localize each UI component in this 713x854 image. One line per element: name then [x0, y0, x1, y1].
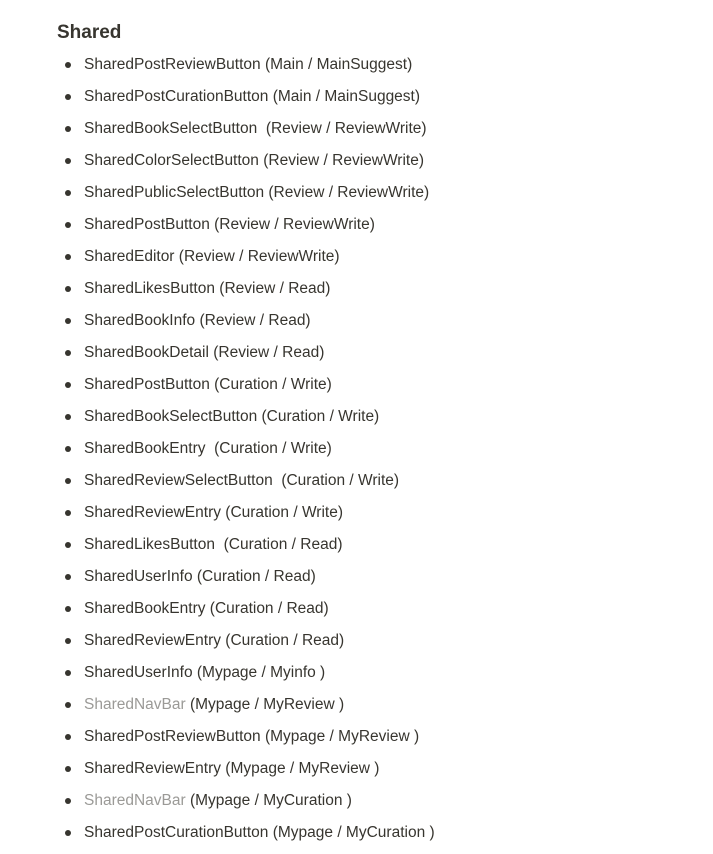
list-item: [0, 49, 435, 81]
component-location: (Curation / Write): [257, 408, 380, 425]
component-location: (Mypage / MyReview ): [260, 728, 420, 745]
component-location: (Review / ReviewWrite): [209, 216, 375, 233]
component-location: (Curation / Read): [205, 600, 329, 617]
list-item: [0, 593, 435, 625]
component-name: SharedPostReviewButton: [84, 56, 261, 73]
component-location: (Review / Read): [195, 312, 311, 329]
bullet-icon: [65, 766, 71, 772]
component-name: SharedLikesButton: [84, 536, 215, 553]
bullet-icon: [65, 478, 71, 484]
list-item: [0, 433, 435, 465]
list-item: [0, 113, 435, 145]
component-name: SharedPostReviewButton: [84, 728, 261, 745]
list-item: [0, 753, 435, 785]
component-location: (Mypage / Myinfo ): [192, 664, 326, 681]
list-item: [0, 177, 435, 209]
list-item: [0, 497, 435, 529]
component-location: (Main / MainSuggest): [260, 56, 413, 73]
component-name: SharedBookSelectButton: [84, 408, 258, 425]
list-item: [0, 209, 435, 241]
component-name: SharedReviewEntry: [84, 504, 221, 521]
component-location: (Review / ReviewWrite): [257, 120, 427, 137]
component-location: (Curation / Read): [214, 536, 343, 553]
bullet-icon: [65, 734, 71, 740]
component-name: SharedPostCurationButton: [84, 88, 269, 105]
list-item: [0, 273, 435, 305]
bullet-icon: [65, 350, 71, 356]
bullet-icon: [65, 414, 71, 420]
component-link[interactable]: SharedNavBar: [84, 696, 186, 713]
component-location: (Curation / Write): [205, 440, 332, 457]
component-name: SharedLikesButton: [84, 280, 215, 297]
component-location: (Curation / Write): [209, 376, 332, 393]
list-item: [0, 369, 435, 401]
bullet-icon: [65, 670, 71, 676]
bullet-icon: [65, 190, 71, 196]
list-item: [0, 337, 435, 369]
list-item: [0, 81, 435, 113]
component-name: SharedReviewEntry: [84, 632, 221, 649]
bullet-icon: [65, 254, 71, 260]
component-name: SharedReviewEntry: [84, 760, 221, 777]
component-location: (Mypage / MyCuration ): [268, 824, 435, 841]
component-location: (Mypage / MyCuration ): [185, 792, 352, 809]
bullet-icon: [65, 446, 71, 452]
component-name: SharedBookEntry: [84, 600, 206, 617]
bullet-icon: [65, 830, 71, 836]
list-item: [0, 817, 435, 849]
component-name: SharedBookDetail: [84, 344, 209, 361]
component-location: (Mypage / MyReview ): [185, 696, 345, 713]
list-item: [0, 145, 435, 177]
bullet-icon: [65, 798, 71, 804]
list-item: [0, 561, 435, 593]
bullet-icon: [65, 382, 71, 388]
list-item: [0, 401, 435, 433]
section-heading: Shared: [57, 22, 122, 43]
component-location: (Review / ReviewWrite): [174, 248, 340, 265]
bullet-icon: [65, 158, 71, 164]
component-name: SharedBookEntry: [84, 440, 206, 457]
bullet-icon: [65, 286, 71, 292]
component-name: SharedReviewSelectButton: [84, 472, 273, 489]
bullet-icon: [65, 126, 71, 132]
component-location: (Review / ReviewWrite): [258, 152, 424, 169]
component-name: SharedPostButton: [84, 216, 210, 233]
bullet-icon: [65, 318, 71, 324]
component-location: (Review / Read): [208, 344, 325, 361]
list-item: [0, 785, 435, 817]
list-item: [0, 657, 435, 689]
component-location: (Curation / Read): [220, 632, 345, 649]
bullet-icon: [65, 94, 71, 100]
bullet-icon: [65, 510, 71, 516]
component-name: SharedUserInfo: [84, 664, 193, 681]
list-item: [0, 241, 435, 273]
component-name: SharedUserInfo: [84, 568, 193, 585]
component-list: [0, 49, 435, 849]
list-item: [0, 305, 435, 337]
component-location: (Review / ReviewWrite): [264, 184, 430, 201]
list-item: [0, 529, 435, 561]
bullet-icon: [65, 606, 71, 612]
component-name: SharedEditor: [84, 248, 175, 265]
component-location: (Review / Read): [214, 280, 331, 297]
component-location: (Mypage / MyReview ): [220, 760, 380, 777]
component-name: SharedPostButton: [84, 376, 210, 393]
component-name: SharedColorSelectButton: [84, 152, 259, 169]
component-name: SharedBookInfo: [84, 312, 196, 329]
list-item: [0, 721, 435, 753]
component-name: SharedPublicSelectButton: [84, 184, 265, 201]
bullet-icon: [65, 62, 71, 68]
component-link[interactable]: SharedNavBar: [84, 792, 186, 809]
component-location: (Curation / Read): [192, 568, 316, 585]
list-item: [0, 465, 435, 497]
bullet-icon: [65, 638, 71, 644]
list-item: [0, 625, 435, 657]
component-location: (Main / MainSuggest): [268, 88, 421, 105]
component-name: SharedPostCurationButton: [84, 824, 269, 841]
component-location: (Curation / Write): [272, 472, 400, 489]
bullet-icon: [65, 222, 71, 228]
bullet-icon: [65, 574, 71, 580]
component-location: (Curation / Write): [220, 504, 344, 521]
list-item: [0, 689, 435, 721]
bullet-icon: [65, 702, 71, 708]
component-name: SharedBookSelectButton: [84, 120, 258, 137]
bullet-icon: [65, 542, 71, 548]
